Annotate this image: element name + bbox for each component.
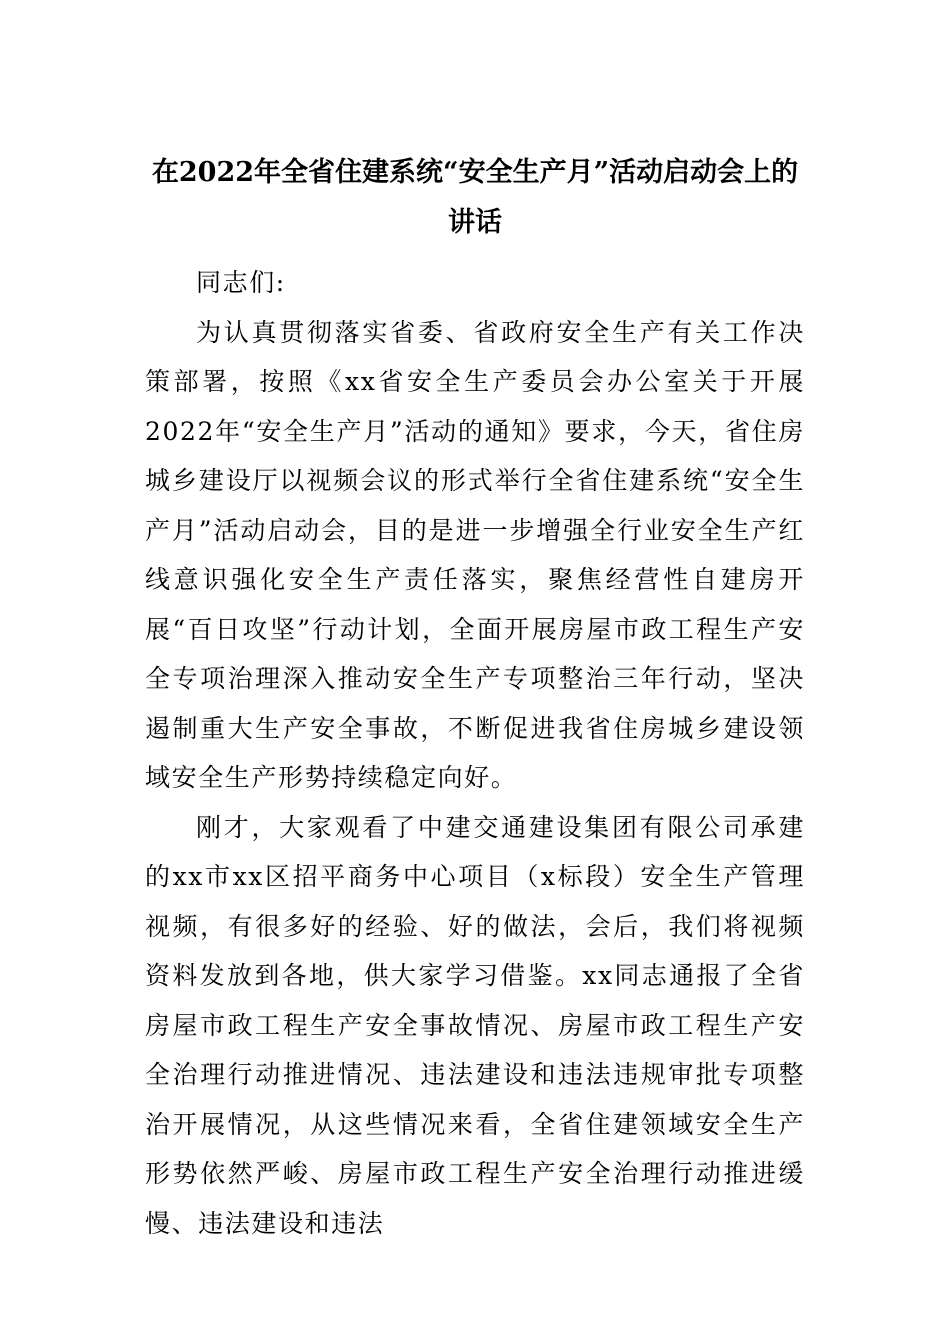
paragraph: 刚才，大家观看了中建交通建设集团有限公司承建的xx市xx区招平商务中心项目（x标段）安全生产管理视频，有很多好的经验、好的做法，会后，我们将视频资料发放到各地，供大家学习借鉴。xx同志通报了全省房屋市政工程生产安全事故情况、房屋市政工程生产安全治理行动推进情况、违法建设和违法违规审批专项整治开展情况，从这些情况来看，全省住建领域安全生产形势依然严峻、房屋市政工程生产安全治理行动推进缓慢、违法建设和违法	[145, 812, 805, 1238]
paragraph: 为认真贯彻落实省委、省政府安全生产有关工作决策部署，按照《xx省安全生产委员会办公室关于开展2022年“安全生产月”活动的通知》要求，今天，省住房城乡建设厅以视频会议的形式举行全省住建系统“安全生产月”活动启动会，目的是进一步增强全行业安全生产红线意识强化安全生产责任落实，聚焦经营性自建房开展“百日攻坚”行动计划，全面开展房屋市政工程生产安全专项治理深入推动安全生产专项整治三年行动，坚决遏制重大生产安全事故，不断促进我省住房城乡建设领域安全生产形势持续稳定向好。	[145, 317, 805, 792]
document-body	[145, 258, 805, 1248]
document-title: 在2022年全省住建系统“安全生产月”活动启动会上的讲话	[151, 157, 799, 238]
salutation: 同志们:	[196, 268, 286, 297]
